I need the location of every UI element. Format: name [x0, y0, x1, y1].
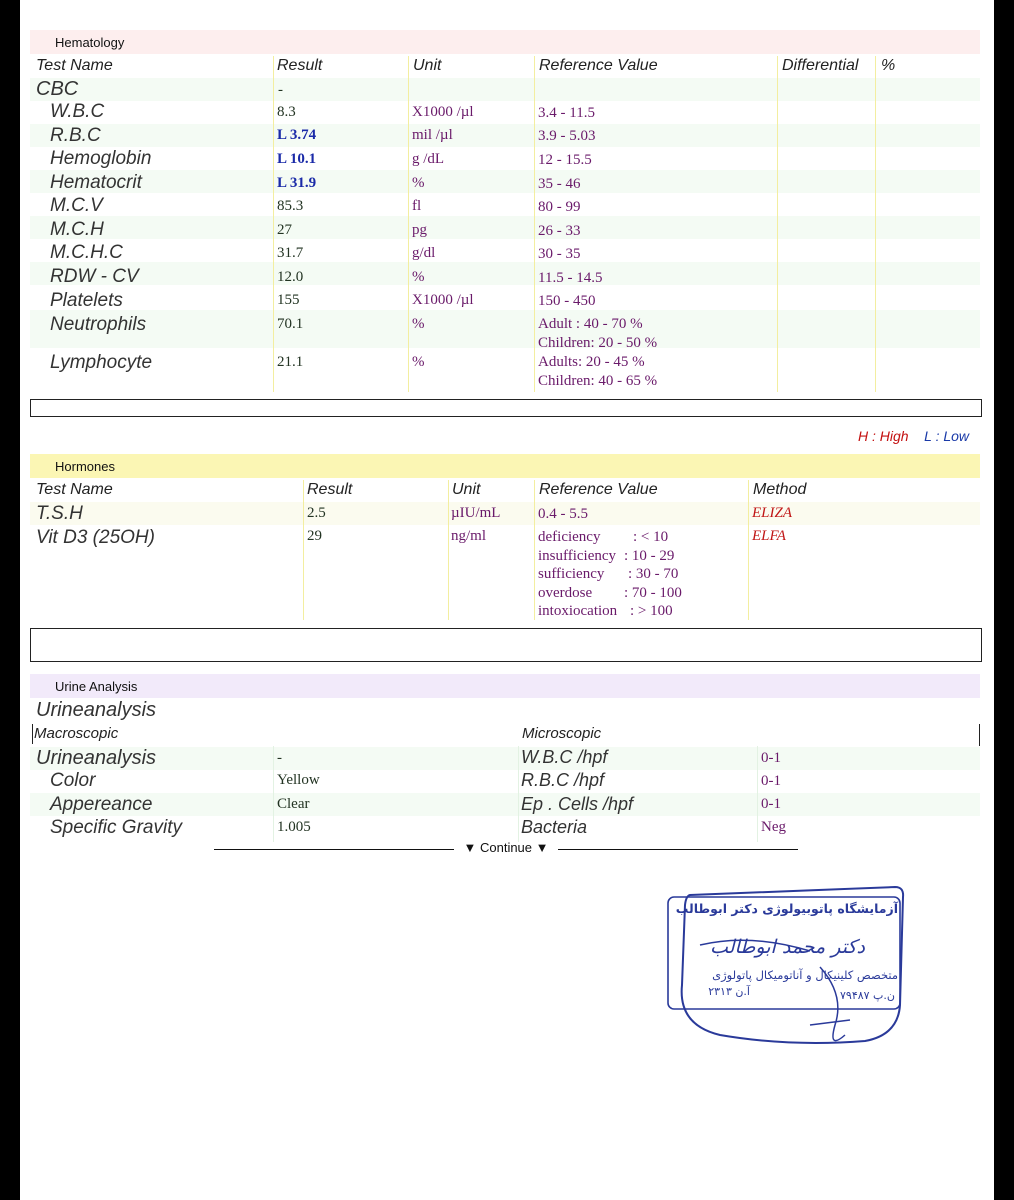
hormones-col-result: Result	[307, 481, 353, 498]
col-test-name: Test Name	[36, 57, 113, 74]
ref-insufficiency-label: insufficiency	[538, 547, 617, 564]
unit-platelets: X1000 /µl	[412, 292, 474, 308]
lab-stamp-icon	[660, 875, 905, 1045]
stamp-line4: ن.پ ۷۹۴۸۷	[840, 989, 895, 1002]
test-rdw: RDW - CV	[50, 266, 139, 287]
test-hemoglobin: Hemoglobin	[50, 148, 152, 169]
urine-macro-urineanalysis-result: -	[277, 750, 282, 766]
micro-label: Microscopic	[522, 725, 602, 742]
hormones-col-unit: Unit	[452, 481, 481, 498]
urine-section-title: Urineanalysis	[36, 699, 157, 721]
hematology-title: Hematology	[55, 35, 125, 50]
unit-rdw: %	[412, 269, 425, 285]
col-differential: Differential	[782, 57, 859, 74]
hematology-band	[30, 30, 980, 54]
col-result: Result	[277, 57, 323, 74]
urine-specific-gravity-result: 1.005	[277, 819, 311, 835]
unit-lymphocyte: %	[412, 354, 425, 370]
method-vitd3: ELFA	[752, 528, 786, 544]
hormones-title: Hormones	[55, 459, 115, 474]
micro-divider	[979, 724, 980, 746]
hormones-col-reference: Reference Value	[539, 481, 658, 498]
ref-platelets: 150 - 450	[538, 293, 596, 309]
unit-tsh: µIU/mL	[451, 505, 501, 521]
ref-sufficiency-value: : 30 - 70	[628, 566, 679, 582]
urine-bacteria-result: Neg	[761, 819, 786, 835]
urine-rbc-hpf: R.B.C /hpf	[521, 770, 605, 790]
result-mchc: 31.7	[277, 245, 304, 261]
result-neutrophils: 70.1	[277, 316, 304, 332]
legend-low: L : Low	[924, 428, 970, 444]
urine-wbc-hpf-result: 0-1	[761, 750, 781, 766]
test-mcv: M.C.V	[50, 195, 103, 216]
unit-hemoglobin: g /dL	[412, 151, 445, 167]
col-percent: %	[881, 57, 896, 74]
unit-mch: pg	[412, 222, 427, 238]
unit-wbc: X1000 /µl	[412, 104, 474, 120]
ref-vitd3	[538, 528, 682, 621]
test-mch: M.C.H	[50, 219, 104, 240]
result-hemoglobin: L 10.1	[277, 151, 317, 167]
urine-band	[30, 674, 980, 698]
hematology-comment-box	[30, 399, 982, 417]
report-page	[20, 0, 994, 1200]
ref-deficiency-label: deficiency	[538, 529, 601, 545]
method-tsh: ELIZA	[752, 505, 793, 521]
ref-tsh: 0.4 - 5.5	[538, 506, 588, 522]
legend-high: H : High	[858, 428, 909, 444]
continue-indicator: ▼ Continue ▼	[214, 840, 798, 858]
result-platelets: 155	[277, 292, 300, 308]
result-rbc: L 3.74	[277, 127, 317, 143]
col-unit: Unit	[413, 57, 442, 74]
urine-ep-cells-result: 0-1	[761, 796, 781, 812]
urine-color: Color	[50, 770, 96, 791]
hormones-comment-box	[30, 628, 982, 662]
test-rbc: R.B.C	[50, 125, 101, 146]
ref-sufficiency-label: sufficiency	[538, 566, 605, 582]
ref-insufficiency-value: : 10 - 29	[624, 547, 675, 564]
unit-mcv: fl	[412, 198, 422, 214]
stamp-line3: متخصص کلینیکال و آناتومیکال پاتولوژی	[712, 968, 898, 982]
macro-label: Macroscopic	[34, 725, 119, 742]
ref-overdose-label: overdose	[538, 584, 593, 601]
urine-bacteria: Bacteria	[521, 817, 588, 837]
hormones-band	[30, 454, 980, 478]
ref-neutrophils: Adult : 40 - 70 %	[538, 316, 643, 332]
unit-hematocrit: %	[412, 175, 425, 191]
ref-mcv: 80 - 99	[538, 199, 581, 215]
ref-intoxication-value: : > 100	[630, 603, 673, 619]
urine-appearance-result: Clear	[277, 796, 310, 812]
flag-legend	[858, 428, 969, 444]
ref-hemoglobin: 12 - 15.5	[538, 152, 592, 168]
urine-specific-gravity: Specific Gravity	[50, 817, 182, 838]
urine-color-result: Yellow	[277, 772, 320, 788]
result-vitd3: 29	[307, 528, 322, 544]
ref-neutrophils-children: Children: 20 - 50 %	[538, 335, 658, 351]
ref-mchc: 30 - 35	[538, 246, 581, 262]
result-mch: 27	[277, 222, 292, 238]
result-mcv: 85.3	[277, 198, 304, 214]
ref-intoxication-label: intoxiocation	[538, 603, 618, 619]
unit-vitd3: ng/ml	[451, 528, 487, 544]
group-cbc-result: -	[278, 82, 283, 98]
test-lymphocyte: Lymphocyte	[50, 352, 153, 373]
result-rdw: 12.0	[277, 269, 304, 285]
urine-title: Urine Analysis	[55, 679, 138, 694]
macro-divider	[32, 724, 33, 744]
stamp-line1: آزمایشگاه پاتوبیولوژی دکتر ابوطالب	[675, 901, 898, 916]
result-tsh: 2.5	[307, 505, 326, 521]
result-wbc: 8.3	[277, 104, 296, 120]
ref-rdw: 11.5 - 14.5	[538, 270, 603, 286]
test-neutrophils: Neutrophils	[50, 314, 147, 335]
ref-mch: 26 - 33	[538, 223, 581, 239]
test-tsh: T.S.H	[36, 503, 83, 524]
col-reference: Reference Value	[539, 57, 658, 74]
unit-neutrophils: %	[412, 316, 425, 332]
result-hematocrit: L 31.9	[277, 175, 317, 191]
ref-lymphocyte: Adults: 20 - 45 %	[538, 354, 645, 370]
test-vitd3: Vit D3 (25OH)	[36, 527, 155, 548]
hormones-col-method: Method	[753, 481, 807, 498]
test-wbc: W.B.C	[50, 101, 105, 122]
ref-lymphocyte-children: Children: 40 - 65 %	[538, 373, 658, 389]
test-mchc: M.C.H.C	[50, 242, 123, 263]
urine-ep-cells: Ep . Cells /hpf	[521, 794, 634, 814]
ref-hematocrit: 35 - 46	[538, 176, 581, 192]
unit-rbc: mil /µl	[412, 127, 453, 143]
urine-rbc-hpf-result: 0-1	[761, 773, 781, 789]
group-cbc: CBC	[36, 78, 79, 100]
ref-overdose-value: : 70 - 100	[624, 584, 682, 601]
urine-wbc-hpf: W.B.C /hpf	[521, 747, 608, 767]
ref-wbc: 3.4 - 11.5	[538, 105, 595, 121]
unit-mchc: g/dl	[412, 245, 436, 261]
urine-appearance: Appereance	[50, 794, 153, 815]
hormones-col-test: Test Name	[36, 481, 113, 498]
stamp-line5: آ.ن ۲۳۱۳	[708, 985, 750, 998]
ref-rbc: 3.9 - 5.03	[538, 128, 596, 144]
test-hematocrit: Hematocrit	[50, 172, 142, 193]
urine-macro-urineanalysis: Urineanalysis	[36, 747, 157, 769]
result-lymphocyte: 21.1	[277, 354, 304, 370]
stamp-line2: دکتر محمد ابوطالب	[710, 936, 865, 958]
test-platelets: Platelets	[50, 290, 123, 311]
ref-deficiency-value: : < 10	[633, 529, 669, 545]
